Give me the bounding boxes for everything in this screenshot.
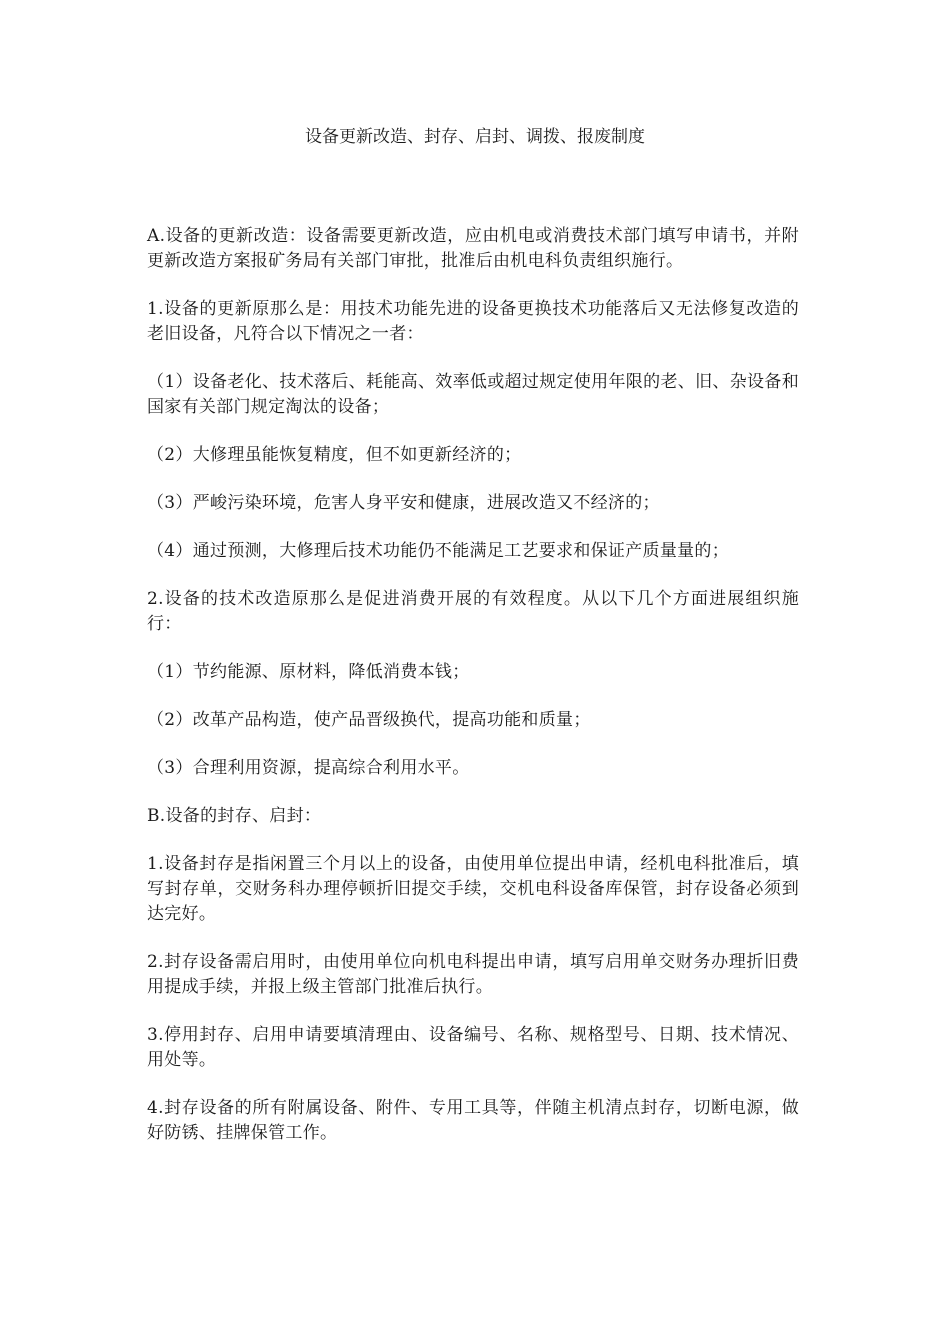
paragraph-retrofit-item-3: （3）合理利用资源，提高综合利用水平。 — [147, 758, 470, 778]
paragraph-sealing-4: 4.封存设备的所有附属设备、附件、专用工具等，伴随主机清点封存，切断电源，做好防锈、挂牌保管工作。 — [147, 1098, 799, 1143]
paragraph-retrofit-item-1: （1）节约能源、原材料，降低消费本钱； — [147, 662, 470, 682]
paragraph-renewal-principle: 1.设备的更新原那么是：用技术功能先进的设备更换技术功能落后又无法修复改造的老旧设备，凡符合以下情况之一者： — [147, 299, 799, 344]
paragraph-retrofit-principle: 2.设备的技术改造原那么是促进消费开展的有效程度。从以下几个方面进展组织施行： — [147, 589, 799, 634]
document-body — [147, 224, 799, 1169]
paragraph-renewal-item-3: （3）严峻污染环境，危害人身平安和健康，进展改造又不经济的； — [147, 493, 660, 513]
paragraph-sealing-1: 1.设备封存是指闲置三个月以上的设备，由使用单位提出申请，经机电科批准后，填写封存单，交财务科办理停顿折旧提交手续，交机电科设备库保管，封存设备必须到达完好。 — [147, 854, 799, 924]
paragraph-b-heading: B.设备的封存、启封： — [147, 806, 322, 826]
document-title: 设备更新改造、封存、启封、调拨、报废制度 — [305, 127, 645, 147]
paragraph-sealing-2: 2.封存设备需启用时，由使用单位向机电科提出申请，填写启用单交财务办理折旧费用提成手续，并报上级主管部门批准后执行。 — [147, 952, 799, 997]
paragraph-renewal-item-1: （1）设备老化、技术落后、耗能高、效率低或超过规定使用年限的老、旧、杂设备和国家有关部门规定淘汰的设备； — [147, 372, 799, 417]
paragraph-a-intro: A.设备的更新改造：设备需要更新改造，应由机电或消费技术部门填写申请书，并附更新改造方案报矿务局有关部门审批，批准后由机电科负责组织施行。 — [147, 226, 799, 271]
paragraph-renewal-item-2: （2）大修理虽能恢复精度，但不如更新经济的； — [147, 445, 522, 465]
paragraph-sealing-3: 3.停用封存、启用申请要填清理由、设备编号、名称、规格型号、日期、技术情况、用处等。 — [147, 1025, 799, 1070]
paragraph-renewal-item-4: （4）通过预测，大修理后技术功能仍不能满足工艺要求和保证产质量量的； — [147, 541, 730, 561]
paragraph-retrofit-item-2: （2）改革产品构造，使产品晋级换代，提高功能和质量； — [147, 710, 591, 730]
